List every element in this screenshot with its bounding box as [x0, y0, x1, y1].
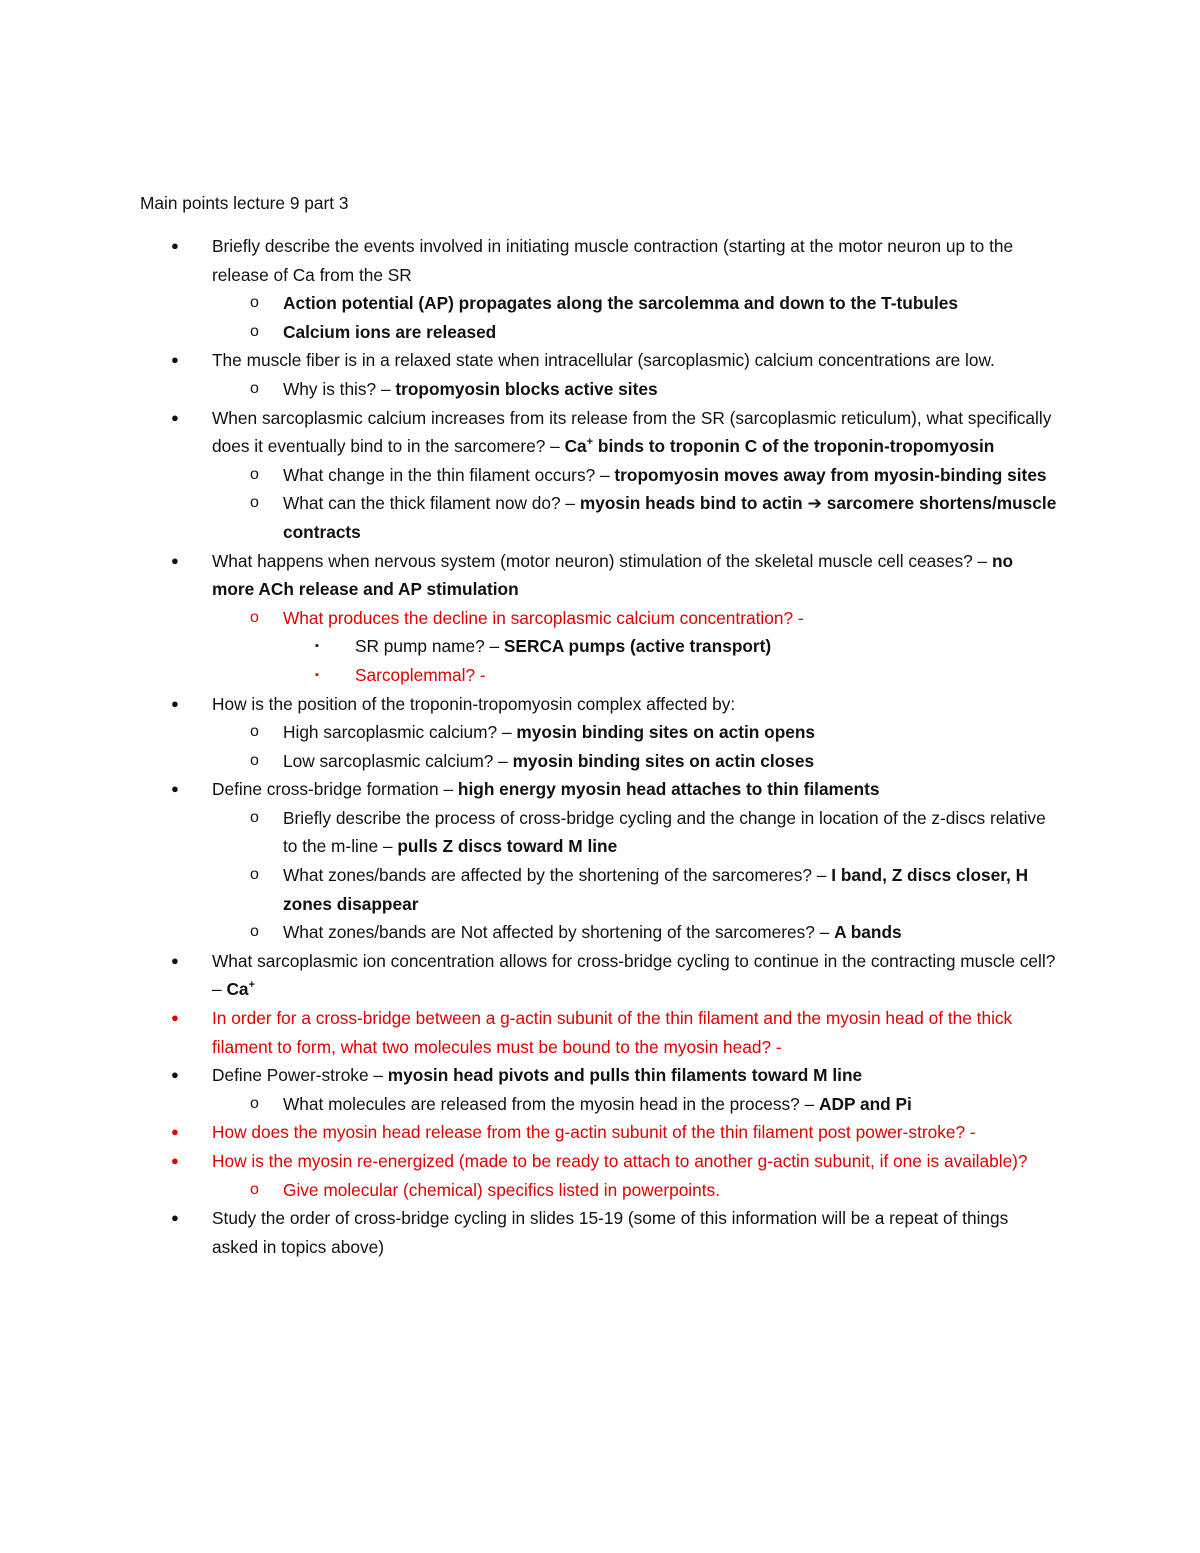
bullet-circle-icon: o [250, 465, 259, 483]
question-text: Study the order of cross-bridge cycling in slides 15-19 (some of this information will be a repeat of things asked in topics above) [212, 1208, 1009, 1257]
answer-text: myosin binding sites on actin closes [512, 750, 815, 771]
page-title: Main points lecture 9 part 3 [140, 193, 349, 213]
question-text: Briefly describe the events involved in initiating muscle contraction (starting at the motor neuron up to the release of Ca from the SR [212, 236, 1014, 285]
answer-text: pulls Z discs toward M line [397, 836, 618, 857]
question-text: What zones/bands are Not affected by shortening of the sarcomeres? – [283, 922, 830, 943]
question-text: When sarcoplasmic calcium increases from its release from the SR (sarcoplasmic reticulum), what specifically does it eventually bind to in the sarcomere? – [212, 407, 1052, 457]
bullet-circle-icon: o [250, 751, 259, 769]
answer-text: tropomyosin blocks active sites [395, 378, 658, 399]
answer-text: Ca [226, 979, 249, 1000]
answer-text: high energy myosin head attaches to thin filaments [457, 779, 880, 800]
list-item [0, 232, 1057, 289]
bullet-dot-icon: ● [171, 238, 179, 253]
question-text: High sarcoplasmic calcium? – [283, 722, 512, 743]
bullet-dot-icon: ● [171, 1153, 179, 1168]
list-item [0, 318, 1057, 347]
arrow-right-icon: ➔ [807, 493, 822, 514]
question-text: Define Power-stroke – [212, 1065, 383, 1086]
answer-text: Action potential (AP) propagates along the sarcolemma and down to the T-tubules [283, 293, 958, 314]
answer-superscript: + [248, 979, 255, 992]
question-text: Briefly describe the process of cross-bridge cycling and the change in location of the z-discs relative to the m-line – [283, 807, 1046, 857]
bullet-dot-icon: ● [171, 1010, 179, 1026]
question-text: What can the thick filament now do? – [283, 493, 576, 514]
bullet-circle-icon: o [250, 379, 259, 397]
bullet-dot-icon: ● [171, 352, 179, 368]
bullet-circle-icon: o [250, 608, 259, 626]
answer-text: sarcomere shortens/muscle contracts [283, 493, 1057, 542]
bullet-circle-icon: o [250, 322, 259, 340]
list-item [0, 661, 1057, 690]
answer-text: myosin heads bind to actin [579, 493, 803, 514]
answer-text: ADP and Pi [819, 1093, 912, 1114]
question-text: Low sarcoplasmic calcium? – [283, 750, 508, 771]
question-text: Sarcoplemmal? - [355, 664, 486, 685]
bullet-dot-icon: ● [171, 409, 179, 425]
bullet-dot-icon: ● [171, 552, 179, 568]
list-item [0, 489, 1057, 546]
answer-superscript: + [586, 436, 594, 449]
question-text: What molecules are released from the myosin head in the process? – [283, 1093, 815, 1114]
question-text: What sarcoplasmic ion concentration allows for cross-bridge cycling to continue in the contracting muscle cell? – [212, 950, 1056, 1000]
bullet-circle-icon: o [250, 923, 259, 941]
list-item [0, 289, 1057, 318]
bullet-dot-icon: ● [171, 1124, 179, 1140]
bullet-circle-icon: o [250, 866, 259, 884]
answer-text: A bands [834, 922, 902, 943]
list-item [0, 346, 1057, 375]
list-item [0, 804, 1057, 861]
bullet-dot-icon: ● [171, 1210, 179, 1226]
question-text: Define cross-bridge formation – [212, 779, 454, 800]
answer-text: I band, Z discs closer, H zones disappear [283, 865, 1029, 914]
question-text: In order for a cross-bridge between a g-actin subunit of the thin filament and the myosin head of the thick filament to form, what two molecules must be bound to the myosin head? - [212, 1008, 1013, 1057]
list-item [0, 1118, 1057, 1147]
question-text: What produces the decline in sarcoplasmic calcium concentration? - [283, 607, 804, 628]
list-item [0, 1090, 1057, 1119]
list-item [0, 461, 1057, 490]
list-item [0, 404, 1057, 461]
list-item [0, 747, 1057, 776]
answer-text: no more ACh release and AP stimulation [212, 550, 1014, 600]
answer-text: Calcium ions are released [283, 321, 497, 342]
bullet-circle-icon: o [250, 1094, 259, 1112]
list-item [0, 861, 1057, 918]
question-text: How is the position of the troponin-tropomyosin complex affected by: [212, 693, 736, 714]
question-text: How is the myosin re-energized (made to be ready to attach to another g-actin subunit, if one is available)? [212, 1151, 1028, 1171]
list-item [0, 690, 1057, 719]
list-item [0, 1061, 1057, 1090]
bullet-square-icon: ▪ [315, 640, 319, 653]
bullet-dot-icon: ● [171, 695, 179, 711]
question-text: The muscle fiber is in a relaxed state when intracellular (sarcoplasmic) calcium concentrations are low. [212, 350, 995, 371]
list-item [0, 1204, 1057, 1261]
question-list [0, 232, 1200, 1261]
list-item [0, 775, 1057, 804]
list-item [0, 1004, 1057, 1061]
list-item [0, 947, 1057, 1004]
question-text: Give molecular (chemical) specifics listed in powerpoints. [283, 1179, 720, 1200]
question-text: What change in the thin filament occurs? – [283, 464, 610, 485]
answer-text: myosin binding sites on actin opens [516, 722, 816, 743]
answer-text: tropomyosin moves away from myosin-binding sites [614, 464, 1047, 485]
question-text: Why is this? – [283, 378, 391, 399]
list-item [0, 375, 1057, 404]
bullet-dot-icon: ● [171, 952, 179, 968]
answer-text: SERCA pumps (active transport) [503, 636, 772, 657]
bullet-circle-icon: o [250, 1180, 259, 1198]
question-text: What happens when nervous system (motor neuron) stimulation of the skeletal muscle cell ceases? – [212, 550, 988, 571]
bullet-circle-icon: o [250, 723, 259, 741]
list-item [0, 604, 1057, 633]
list-item [0, 718, 1057, 747]
question-text: SR pump name? – [355, 636, 500, 657]
list-item [0, 1147, 1057, 1176]
answer-text: binds to troponin C of the troponin-tropomyosin [597, 436, 995, 457]
bullet-circle-icon: o [250, 808, 259, 826]
list-item [0, 547, 1057, 604]
bullet-dot-icon: ● [171, 1067, 179, 1083]
question-text: How does the myosin head release from the g-actin subunit of the thin filament post power-stroke? - [212, 1122, 976, 1143]
question-text: What zones/bands are affected by the shortening of the sarcomeres? – [283, 865, 827, 886]
bullet-circle-icon: o [250, 294, 259, 312]
answer-text: myosin head pivots and pulls thin filaments toward M line [387, 1065, 863, 1086]
list-item [0, 918, 1057, 947]
bullet-dot-icon: ● [171, 781, 179, 797]
bullet-circle-icon: o [250, 494, 259, 512]
list-item [0, 632, 1057, 661]
list-item [0, 1176, 1057, 1205]
bullet-square-icon: ▪ [315, 668, 319, 681]
answer-text: Ca [564, 436, 587, 457]
